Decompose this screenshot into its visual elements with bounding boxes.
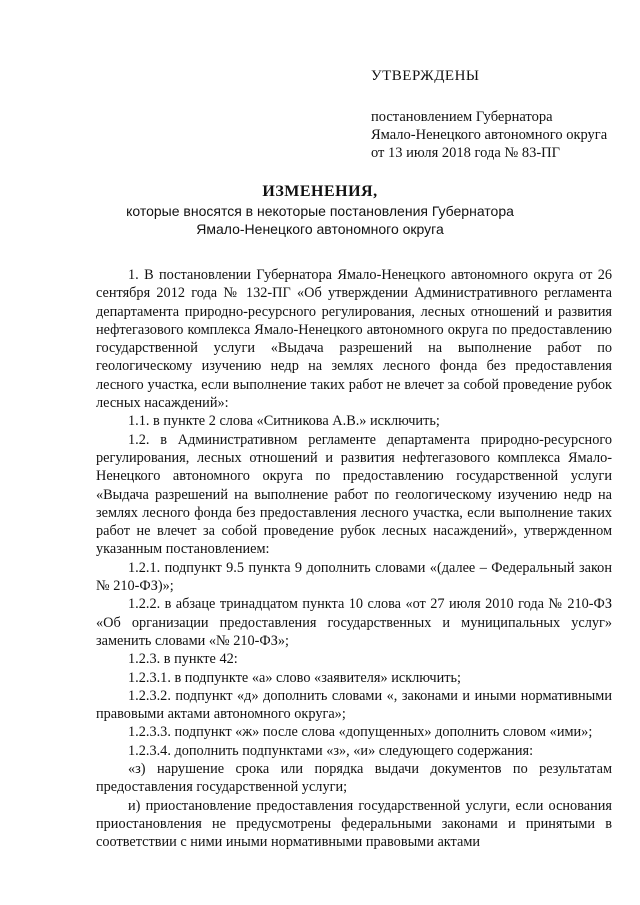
paragraph-1-2-3-4: 1.2.3.4. дополнить подпунктами «з», «и» следующего содержания:: [128, 742, 534, 759]
approval-line: Ямало-Ненецкого автономного округа: [371, 127, 608, 143]
paragraph-1-2-2: 1.2.2. в абзаце тринадцатом пункта 10 слова «от 27 июля 2010 года № 210-ФЗ «Об организации предоставления государственных и муниципальных услуг» заменить словами «№ 210-ФЗ»;: [96, 596, 612, 649]
paragraph-1-2-3-3: 1.2.3.3. подпункт «ж» после слова «допущенных» дополнить словом «ими»;: [128, 724, 593, 741]
approved-stamp: УТВЕРЖДЕНЫ: [371, 68, 480, 84]
paragraph-1-2-3-1: 1.2.3.1. в подпункте «а» слово «заявителя» исключить;: [128, 669, 461, 686]
approval-line: от 13 июля 2018 года № 83-ПГ: [371, 145, 561, 161]
document-subtitle-line: Ямало-Ненецкого автономного округа: [196, 221, 444, 237]
document-body: [96, 266, 612, 852]
paragraph-1-2-3-2: 1.2.3.2. подпункт «д» дополнить словами «, законами и иными нормативными правовыми актами автономного округа»;: [96, 687, 612, 723]
approval-reference: [371, 108, 607, 162]
paragraph-subpoint-z: «з) нарушение срока или порядка выдачи документов по результатам предоставления государственной услуги;: [96, 761, 612, 796]
approval-line: постановлением Губернатора: [371, 109, 553, 125]
document-title: ИЗМЕНЕНИЯ,: [262, 183, 378, 200]
paragraph-subpoint-i: и) приостановление предоставления государственной услуги, если основания приостановления не предусмотрены федеральными законами и принятыми в соответствии с ними иными нормативными правовыми актами: [96, 797, 612, 851]
document-subtitle-line: которые вносятся в некоторые постановления Губернатора: [126, 203, 514, 219]
document-heading: [0, 182, 640, 238]
paragraph-1-2-3: 1.2.3. в пункте 42:: [128, 651, 238, 668]
paragraph-1-2-1: 1.2.1. подпункт 9.5 пункта 9 дополнить словами «(далее – Федеральный закон № 210-ФЗ)»;: [96, 559, 612, 595]
paragraph-1-1: 1.1. в пункте 2 слова «Ситникова А.В.» исключить;: [128, 413, 440, 430]
paragraph-1: 1. В постановлении Губернатора Ямало-Ненецкого автономного округа от 26 сентября 2012 года № 132-ПГ «Об утверждении Административного регламента департамента природно-ресурсного регулирования, лесных отношений и развития нефтегазового комплекса Ямало-Ненецкого автономного округа по предоставлению государственной услуги «Выдача разрешений на выполнение работ по геологическому изучению недр на землях лесного фонда без предоставления лесного участка, если выполнение таких работ не влечет за собой проведение рубок лесных насаждений»:: [96, 267, 612, 412]
paragraph-1-2: 1.2. в Административном регламенте департамента природно-ресурсного регулирования, лесных отношений и развития нефтегазового комплекса Ямало-Ненецкого автономного округа по предоставлению государственной услуги «Выдача разрешений на выполнение работ по геологическому изучению недр на землях лесного фонда без предоставления лесного участка, если выполнение таких работ не влечет за собой проведение рубок лесных насаждений», утвержденном указанным постановлением:: [96, 431, 612, 558]
